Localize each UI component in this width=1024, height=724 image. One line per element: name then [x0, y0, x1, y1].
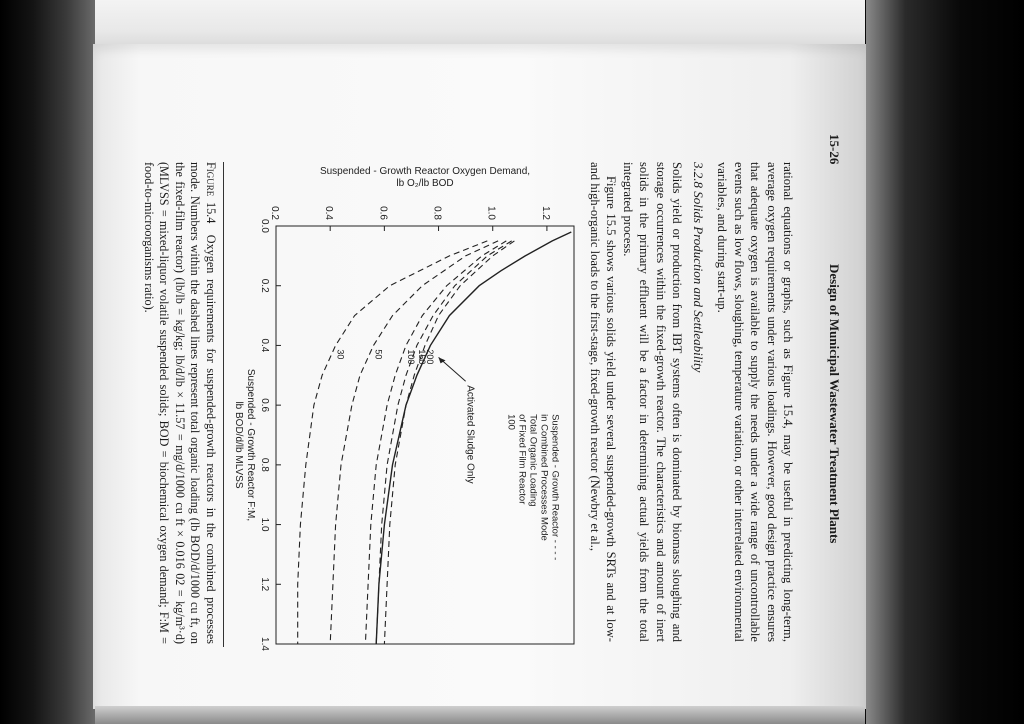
x-tick-label: 1.4: [259, 637, 270, 651]
x-axis-label-units: lb BOD/d/lb MLVSS: [233, 401, 244, 489]
legend-line: Total Organic Loading: [527, 414, 539, 507]
x-tick-label: 1.2: [259, 577, 270, 592]
x-tick-label: 0.6: [259, 398, 270, 413]
x-tick-label: 1.0: [259, 517, 270, 532]
paragraph-3: Figure 15.5 shows various solids yield under several suspended-growth SRTs and at low- and high-organic loads to the first-stage, fixed-growth reactor (Newbry et al.,: [587, 162, 618, 642]
legend-line: in Combined Processes Mode: [538, 414, 550, 541]
page-top-edge: [95, 0, 865, 50]
x-tick-label: 0.0: [259, 219, 270, 233]
legend-line: of Fixed Film Reactor: [516, 414, 528, 505]
caption-rule: [223, 162, 224, 647]
rotated-page-content: [92, 44, 862, 709]
loading-curve-200: [384, 241, 517, 644]
curve-label-100: 100: [406, 349, 417, 365]
x-tick-label: 0.8: [259, 457, 270, 472]
x-axis-label: Suspended - Growth Reactor F:M,: [245, 368, 256, 522]
y-tick-label: 1.2: [539, 206, 551, 220]
running-head: Design of Municipal Wastewater Treatment Plants: [827, 264, 842, 544]
figure-caption: [140, 162, 218, 644]
caption-label: Figure 15.4: [204, 162, 218, 224]
y-tick-label: 0.2: [269, 206, 280, 220]
page-number: 15-26: [827, 134, 842, 165]
activated-sludge-label: Activated Sludge Only: [464, 385, 476, 484]
legend-line: 100: [505, 414, 517, 430]
loading-curve-100: [365, 241, 506, 644]
caption-text: Oxygen requirements for suspended-growth reactors in the combined processes mode. Numbers within the dashed lines represent total organic loading (lb BOD/d/1000 cu ft, on the fixed-film reactor) (lb/lb = kg/kg; lb/d/lb × 11.57 = mg/d/1000 cu ft × 0.016 02 = kg/m³·d) (MLVSS = mixed-liquor volatile suspended solids; BOD = biochemical oxygen demand; F:M = food-to-microorganisms ratio).: [141, 162, 218, 644]
section-heading: 3.2.8 Solids Production and Settleability: [691, 162, 706, 373]
y-tick-label: 0.6: [377, 206, 389, 220]
x-tick-label: 0.2: [259, 278, 270, 293]
loading-curve-150: [373, 241, 512, 644]
y-axis-label-units: lb O₂/lb BOD: [396, 178, 454, 189]
paragraph-1: rational equations or graphs, such as Figure 15.4, may be useful in predicting long-term, average oxygen requirements under various loadings. However, good design practice ensures that adequate oxygen is available to supply the needs under a wide range of uncontrollable events such as low flows, sloughing, temperature variation, or other interrelated environmental variables, and during start-up.: [715, 162, 795, 642]
y-tick-label: 0.8: [431, 206, 443, 220]
y-tick-label: 1.0: [485, 206, 497, 220]
legend-line: Suspended - Growth Reactor - - - -: [549, 414, 561, 561]
curve-label-50: 50: [373, 349, 384, 360]
oxygen-demand-chart: [230, 130, 580, 710]
curve-label-30: 30: [335, 349, 346, 360]
paragraph-2: Solids yield or production from IBT systems often is dominated by biomass sloughing and storage occurrences within the fixed-growth reactor. The characteristics and amount of inert solids in the primary effluent will be a factor in determining actual yields from the total integrated process.: [620, 162, 684, 642]
book-binding-shadow: [0, 0, 95, 724]
x-tick-label: 0.4: [259, 338, 270, 353]
y-axis-label: Suspended - Growth Reactor Oxygen Demand,: [319, 166, 531, 177]
y-tick-label: 0.4: [323, 206, 335, 220]
loading-curve-30: [298, 241, 488, 644]
curve-label-200: 200: [425, 349, 435, 365]
curve-label-150: 150: [416, 349, 427, 365]
book-right-shadow: [866, 0, 1024, 724]
